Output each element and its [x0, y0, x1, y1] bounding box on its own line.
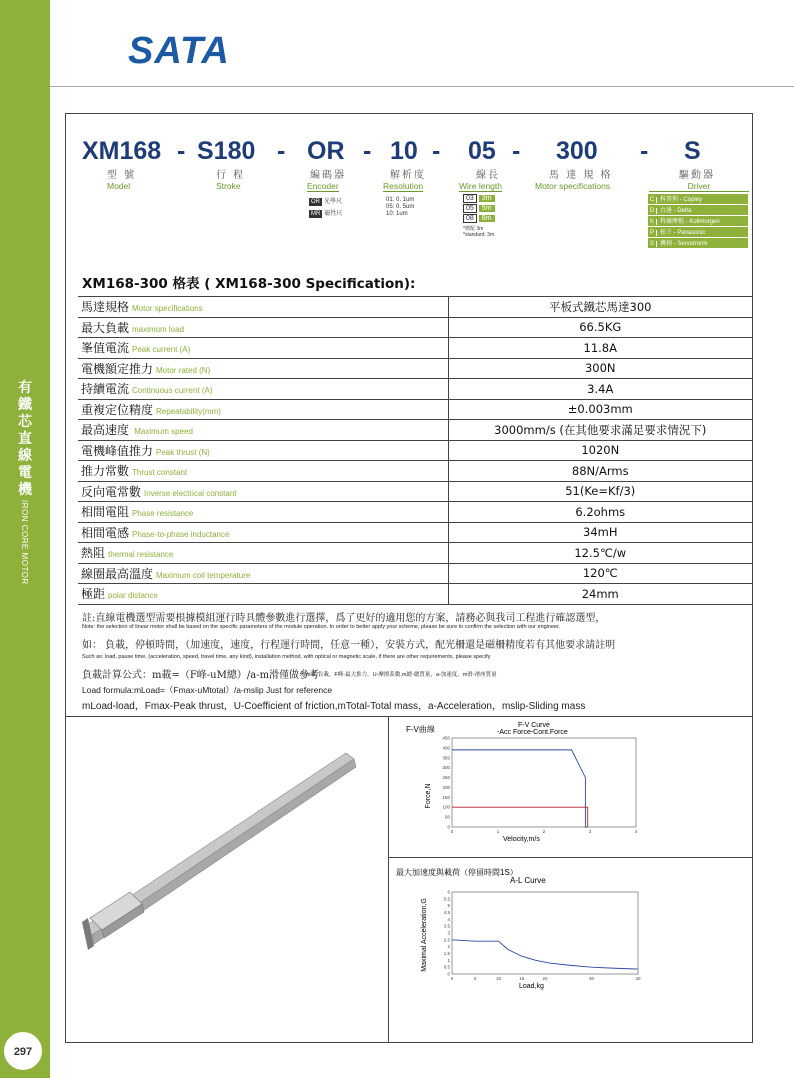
- y-tick-label: 300: [442, 765, 450, 771]
- y-axis-label: Maximal Acceleration,G: [421, 898, 428, 972]
- table-row: 電機額定推力 Motor rated (N) 300N: [78, 358, 752, 379]
- y-tick-label: 6: [447, 889, 450, 895]
- label-resolution-cn: 解析度: [390, 170, 426, 181]
- model-part-wire: 05: [468, 137, 496, 165]
- wire-option: 08 8m: [463, 214, 495, 223]
- y-tick-label: 3.5: [443, 923, 450, 929]
- formula-en: Load formula:mLoad=（Fmax-uMtotal）/a-mslip Just for reference: [82, 685, 333, 695]
- y-tick-label: 0: [447, 824, 450, 830]
- legend-en: mLoad-load，Fmax-Peak thrust，U-Coefficient of friction,mTotal-Total mass，a-Acceleration，mslip-Sliding mass: [82, 701, 586, 712]
- x-tick-label: 40: [635, 976, 641, 981]
- label-wire-cn: 線長: [476, 170, 500, 181]
- table-row: 相間電阻 Phase resistance 6.2ohms: [78, 502, 752, 523]
- x-tick-label: 0: [450, 829, 454, 834]
- label-model-en: Model: [107, 181, 131, 191]
- table-row: 最高速度 Maximum speed 3000mm/s (在其他要求滿足要求情況下): [78, 420, 752, 441]
- y-tick-label: 4.5: [443, 910, 450, 915]
- x-tick-label: 2: [542, 829, 546, 834]
- label-encoder-en: Encoder: [307, 181, 339, 191]
- model-part-resolution: 10: [390, 137, 418, 165]
- driver-option: K 科爾摩根 - Kollmorgen: [648, 216, 748, 226]
- x-tick-label: 0: [450, 976, 454, 981]
- sidebar-title-en: IRON CORE MOTOR: [20, 500, 29, 585]
- formula-legend: m載-負載，F峰-最大推力，U-摩擦系數,m總-總質量，a-加速度，m滑-滑座質量: [306, 672, 497, 678]
- note-line2-cn: 如： 負載，停頓時間，（加速度，速度，行程運行時間，任意一種），安裝方式，配光柵還是磁柵精度若有其他要求請註明: [82, 640, 616, 651]
- y-tick-label: 150: [442, 794, 450, 800]
- table-row: 持續電流 Continuous current (A) 3.4A: [78, 379, 752, 400]
- table-row: 極距 polar distance 24mm: [78, 584, 752, 605]
- plot-area: [452, 738, 636, 827]
- y-tick-label: 0.5: [443, 964, 450, 970]
- chart-cn-title: 最大加速度與載荷（停留時間1S）: [396, 868, 518, 877]
- model-sep: -: [177, 137, 186, 165]
- note-line1-cn: 註:直線電機選型需要根據模組運行時具體參數進行選擇，爲了更好的適用您的方案，請務必與我司工程進行確認選型，: [82, 613, 606, 624]
- y-tick-label: 2: [447, 944, 450, 950]
- y-tick-label: 3: [447, 930, 450, 936]
- formula-cn: 負載計算公式：m載=（F峰-uM總）/a-m滑僅做參考: [82, 670, 320, 681]
- linear-module-image: [70, 722, 385, 1040]
- series-line: [452, 940, 638, 969]
- driver-option: C 科普利 - Copley: [648, 194, 748, 204]
- label-model-cn: 型 號: [107, 170, 137, 181]
- y-tick-label: 2.5: [443, 937, 450, 943]
- y-tick-label: 100: [442, 804, 450, 810]
- table-row: 峯值電流 Peak current (A) 11.8A: [78, 338, 752, 359]
- label-resolution-en: Resolution: [383, 181, 424, 191]
- model-sep: -: [277, 137, 286, 165]
- x-tick-label: 20: [542, 976, 548, 981]
- label-wire-en: Wire length: [459, 181, 502, 191]
- x-tick-label: 1: [496, 829, 500, 834]
- table-row: 相間電感 Phase-to-phase inductance 34mH: [78, 522, 752, 543]
- resolution-option: 01: 0. 1um: [386, 197, 415, 203]
- y-tick-label: 200: [442, 784, 450, 790]
- top-rule: [50, 86, 794, 87]
- y-tick-label: 1.5: [443, 951, 450, 956]
- y-tick-label: 400: [442, 745, 450, 751]
- x-axis-label: Load,kg: [519, 983, 544, 990]
- model-part-stroke: S180: [197, 137, 256, 165]
- fv-chart: [390, 716, 752, 856]
- model-part-encoder: OR: [307, 137, 345, 165]
- table-row: 推力常數 Thrust constant 88N/Arms: [78, 461, 752, 482]
- model-sep: -: [363, 137, 372, 165]
- al-chart: [390, 858, 752, 1042]
- model-sep: -: [512, 137, 521, 165]
- y-tick-label: 1: [447, 957, 450, 963]
- chart-title: A-L Curve: [510, 876, 546, 885]
- x-tick-label: 10: [495, 976, 502, 981]
- wire-note: *標配 3m: [463, 226, 484, 232]
- label-stroke-en: Stroke: [216, 181, 241, 191]
- table-row: 熱阻 thermal resistance 12.5℃/w: [78, 543, 752, 564]
- y-tick-label: 0: [447, 971, 450, 977]
- model-sep: -: [432, 137, 441, 165]
- note-line1-en: Note: the selection of linear motor shall be based on the specific parameters of the module operation. In order to better apply your scheme, please be sure to confirm the selection with our engineer.: [82, 624, 561, 630]
- y-tick-label: 5.5: [443, 896, 450, 902]
- label-stroke-cn: 行 程: [216, 170, 246, 181]
- y-axis-label: Force,N: [425, 783, 432, 809]
- x-tick-label: 5: [473, 976, 477, 981]
- y-tick-label: 4: [447, 916, 450, 922]
- label-motor-en: Motor specifications: [535, 181, 611, 191]
- series-line: [452, 750, 588, 827]
- y-tick-label: 5: [447, 903, 450, 909]
- wire-option: 05 5m: [463, 204, 495, 213]
- label-driver-cn: 驅動器: [679, 170, 715, 181]
- table-row: 電機峰值推力 Peak thrust (N) 1020N: [78, 440, 752, 461]
- table-row: 線圈最高溫度 Maximum coil temperature 120℃: [78, 563, 752, 584]
- y-tick-label: 50: [444, 814, 450, 820]
- note-line2-en: Such as: load, pause time, (acceleration, speed, travel time, any kind), installation method, with optical or magnetic scale, if there are other requirements, please specify: [82, 654, 491, 660]
- x-axis-label: Velocity,m/s: [503, 836, 540, 843]
- spec-table: [78, 296, 752, 605]
- driver-option: D 台達 - Delta: [648, 205, 748, 215]
- wire-note: *standard: 3m: [463, 232, 495, 238]
- table-row: 最大負載 maximum load 66.5KG: [78, 317, 752, 338]
- x-tick-label: 30: [588, 976, 595, 981]
- table-row: 馬達規格 Motor specifications 平板式鐵芯馬達300: [78, 297, 752, 318]
- chart-title: F-V Curve: [518, 722, 550, 729]
- resolution-option: 10: 1um: [386, 211, 408, 217]
- encoder-option: OR 光學尺: [311, 199, 343, 205]
- y-tick-label: 250: [442, 775, 450, 781]
- y-tick-label: 450: [442, 735, 450, 741]
- y-tick-label: 350: [442, 755, 450, 761]
- table-row: 反向電常數 Inverse electrical constant 51(Ke=Kf/3): [78, 481, 752, 502]
- brand-logo: SATA: [128, 30, 230, 72]
- sidebar-title-cn: 有鐵芯直線電機: [18, 380, 32, 498]
- wire-option: 03 3m: [463, 194, 495, 203]
- page-number: 297: [4, 1032, 42, 1070]
- driver-option: S 賽創 - Servotronix: [648, 238, 748, 248]
- model-part-motor: 300: [556, 137, 598, 165]
- divider: [388, 716, 389, 1043]
- chart-cn-title: F-V曲線: [406, 725, 435, 734]
- x-tick-label: 15: [519, 976, 525, 981]
- spec-title: XM168-300 格表 ( XM168-300 Specification):: [82, 276, 416, 292]
- model-part-model: XM168: [82, 137, 162, 165]
- x-tick-label: 4: [634, 829, 638, 834]
- label-driver-en: Driver: [649, 181, 749, 192]
- model-sep: -: [640, 137, 649, 165]
- series-line: [452, 807, 588, 827]
- encoder-option: MR 磁性尺: [311, 211, 343, 217]
- chart-subtitle: -Acc Force-Cont.Force: [497, 729, 568, 736]
- driver-option: P 松下 - Panasonic: [648, 227, 748, 237]
- x-tick-label: 3: [588, 829, 592, 834]
- resolution-option: 05: 0. 5um: [386, 204, 415, 210]
- model-part-driver: S: [684, 137, 701, 165]
- label-encoder-cn: 編碼器: [310, 170, 346, 181]
- label-motor-cn: 馬 達 規 格: [549, 170, 613, 181]
- table-row: 重複定位精度 Repeatability(mm) ±0.003mm: [78, 399, 752, 420]
